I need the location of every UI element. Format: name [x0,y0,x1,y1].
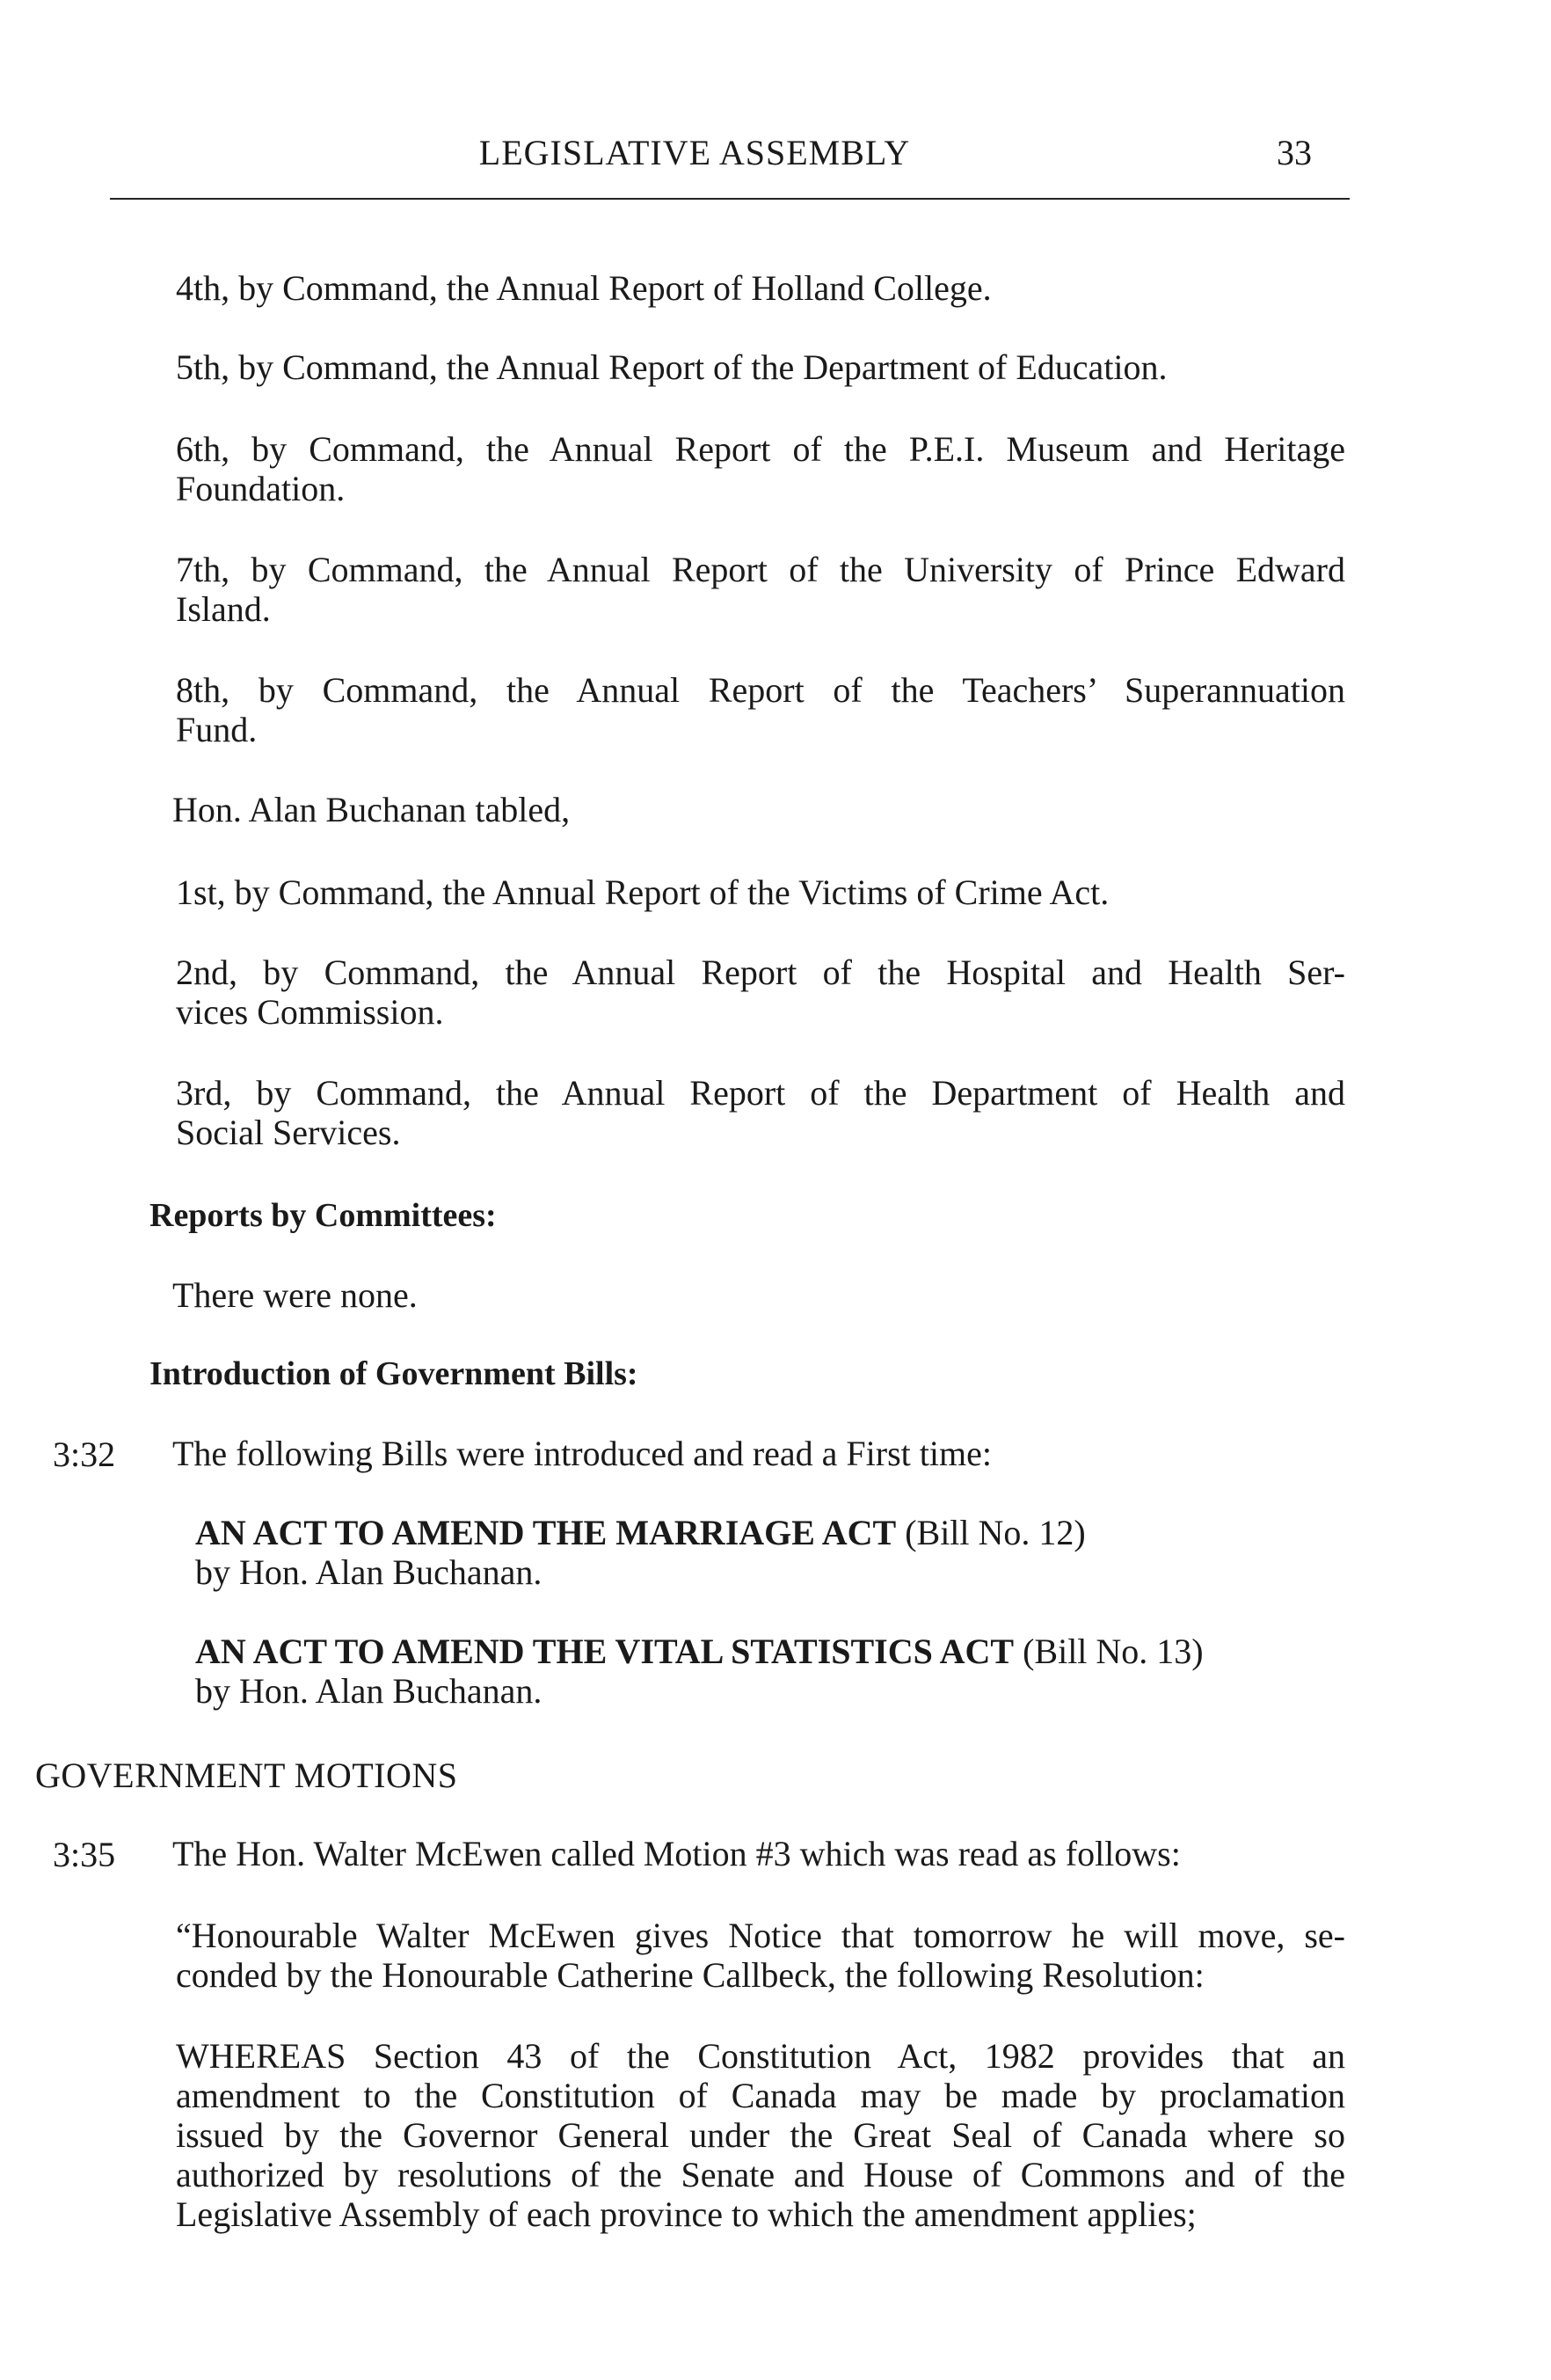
tabled-item-4: 4th, by Command, the Annual Report of Holland College. [176,268,992,308]
header-rule [110,198,1350,200]
intro-heading: Introduction of Government Bills: [149,1355,638,1392]
reports-heading: Reports by Committees: [149,1197,497,1234]
whereas-line-1: WHEREAS Section 43 of the Constitution Act, 1982 provides that an [176,2036,1345,2076]
tabled-item-3rd [176,1073,1345,1152]
tabled-item-7-line-1: 7th, by Command, the Annual Report of the University of Prince Edward [176,550,1345,589]
notice-line-2: conded by the Honourable Catherine Callbeck, the following Resolution: [176,1955,1205,1995]
tabled-item-8-line-2: Fund. [176,710,258,749]
whereas-paragraph [176,2036,1345,2234]
running-header: LEGISLATIVE ASSEMBLY [478,133,911,172]
bill-12-sponsor: by Hon. Alan Buchanan. [195,1552,542,1592]
tabled-item-6 [176,429,1345,508]
tabled-item-6-line-2: Foundation. [176,469,346,508]
bill-13-sponsor: by Hon. Alan Buchanan. [195,1671,542,1711]
intro-text: The following Bills were introduced and read a First time: [172,1434,992,1473]
tabled-item-6-line-1: 6th, by Command, the Annual Report of the P.E.I. Museum and Heritage [176,429,1345,469]
tabled-item-1st: 1st, by Command, the Annual Report of the Victims of Crime Act. [176,872,1110,912]
tabled-item-2nd-line-2: vices Commission. [176,992,444,1032]
bill-13-title-line [195,1632,1204,1671]
whereas-line-5: Legislative Assembly of each province to which the amendment applies; [176,2194,1197,2234]
whereas-line-3: issued by the Governor General under the Great Seal of Canada where so [176,2115,1345,2155]
intro-time: 3:32 [53,1435,116,1474]
tabled-item-8 [176,670,1345,749]
bill-12-number: (Bill No. 12) [905,1513,1086,1552]
bill-12 [195,1513,1086,1592]
page-number: 33 [1277,133,1312,172]
tabled-item-8-line-1: 8th, by Command, the Annual Report of the Teachers’ Superannuation [176,670,1345,710]
tabled-by-line: Hon. Alan Buchanan tabled, [172,790,571,829]
whereas-line-4: authorized by resolutions of the Senate and House of Commons and of the [176,2155,1345,2194]
tabled-item-3rd-line-2: Social Services. [176,1113,401,1152]
tabled-item-2nd-line-1: 2nd, by Command, the Annual Report of the Hospital and Health Ser- [176,953,1345,992]
bill-13 [195,1632,1204,1711]
reports-text: There were none. [172,1275,418,1315]
bill-12-title: AN ACT TO AMEND THE MARRIAGE ACT [195,1513,897,1552]
tabled-item-7-line-2: Island. [176,589,271,629]
notice-paragraph [176,1916,1345,1995]
motion-time: 3:35 [53,1835,116,1874]
tabled-item-5: 5th, by Command, the Annual Report of the Department of Education. [176,347,1168,387]
notice-line-1: “Honourable Walter McEwen gives Notice that tomorrow he will move, se- [176,1916,1345,1955]
tabled-item-7 [176,550,1345,629]
bill-12-title-line [195,1513,1086,1552]
gov-motions-heading: GOVERNMENT MOTIONS [35,1756,458,1795]
bill-13-title: AN ACT TO AMEND THE VITAL STATISTICS ACT [195,1632,1015,1671]
whereas-line-2: amendment to the Constitution of Canada may be made by proclamation [176,2076,1345,2115]
tabled-item-3rd-line-1: 3rd, by Command, the Annual Report of the Department of Health and [176,1073,1345,1113]
tabled-item-2nd [176,953,1345,1032]
bill-13-number: (Bill No. 13) [1023,1632,1204,1671]
motion-text: The Hon. Walter McEwen called Motion #3 which was read as follows: [172,1834,1181,1873]
